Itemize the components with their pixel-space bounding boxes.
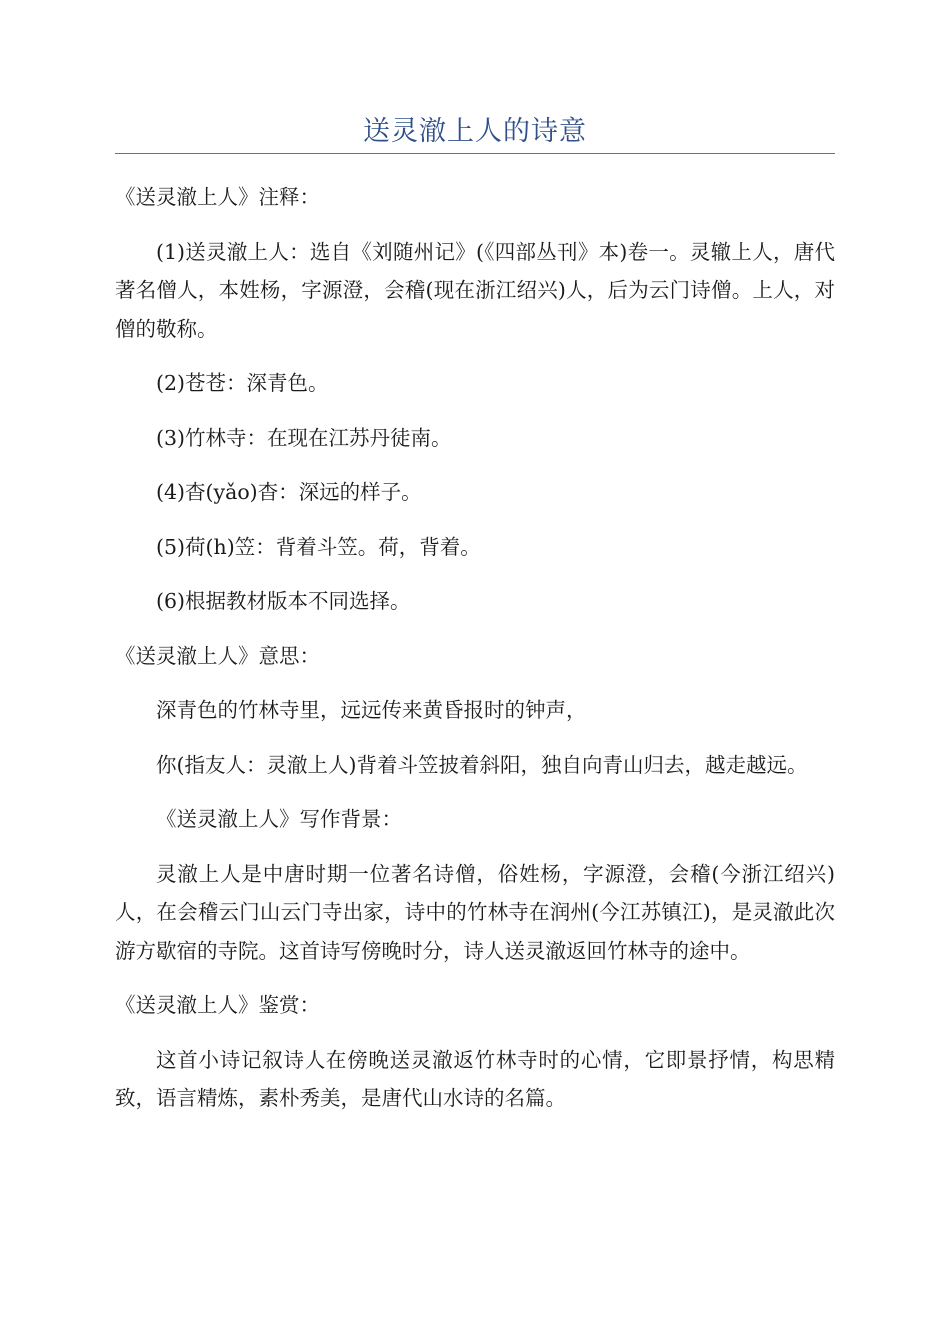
document-body: [115, 178, 835, 1134]
heading-background: 《送灵澈上人》写作背景：: [156, 807, 402, 831]
note-4: (4)杳(yǎo)杳：深远的样子。: [156, 480, 422, 504]
heading-meaning: 《送灵澈上人》意思：: [115, 643, 320, 668]
note-1: (1)送灵澈上人：选自《刘随州记》(《四部丛刊》本)卷一。灵辙上人，唐代著名僧人，本姓杨，字源澄，会稽(现在浙江绍兴)人，后为云门诗僧。上人，对僧的敬称。: [115, 239, 835, 341]
appreciation-text: 这首小诗记叙诗人在傍晚送灵澈返竹林寺时的心情，它即景抒情，构思精致，语言精炼，素朴秀美，是唐代山水诗的名篇。: [115, 1047, 835, 1110]
meaning-line-2: 你(指友人：灵澈上人)背着斗笠披着斜阳，独自向青山归去，越走越远。: [156, 752, 808, 777]
background-text: 灵澈上人是中唐时期一位著名诗僧，俗姓杨，字源澄，会稽(今浙江绍兴)人，在会稽云门山云门寺出家，诗中的竹林寺在润州(今江苏镇江)，是灵澈此次游方歇宿的寺院。这首诗写傍晚时分，诗人送灵澈返回竹林寺的途中。: [115, 861, 835, 963]
note-5: (5)荷(h)笠：背着斗笠。荷，背着。: [156, 534, 481, 559]
meaning-line-1: 深青色的竹林寺里，远远传来黄昏报时的钟声，: [156, 698, 587, 722]
heading-appreciation: 《送灵澈上人》鉴赏：: [115, 993, 320, 1017]
page-title: 送灵澈上人的诗意: [363, 116, 587, 147]
heading-annotations: 《送灵澈上人》注释：: [115, 185, 320, 209]
title-underline: [115, 153, 835, 154]
note-2: (2)苍苍：深青色。: [156, 371, 329, 395]
note-3: (3)竹林寺：在现在江苏丹徒南。: [156, 425, 452, 450]
note-6: (6)根据教材版本不同选择。: [156, 589, 411, 613]
